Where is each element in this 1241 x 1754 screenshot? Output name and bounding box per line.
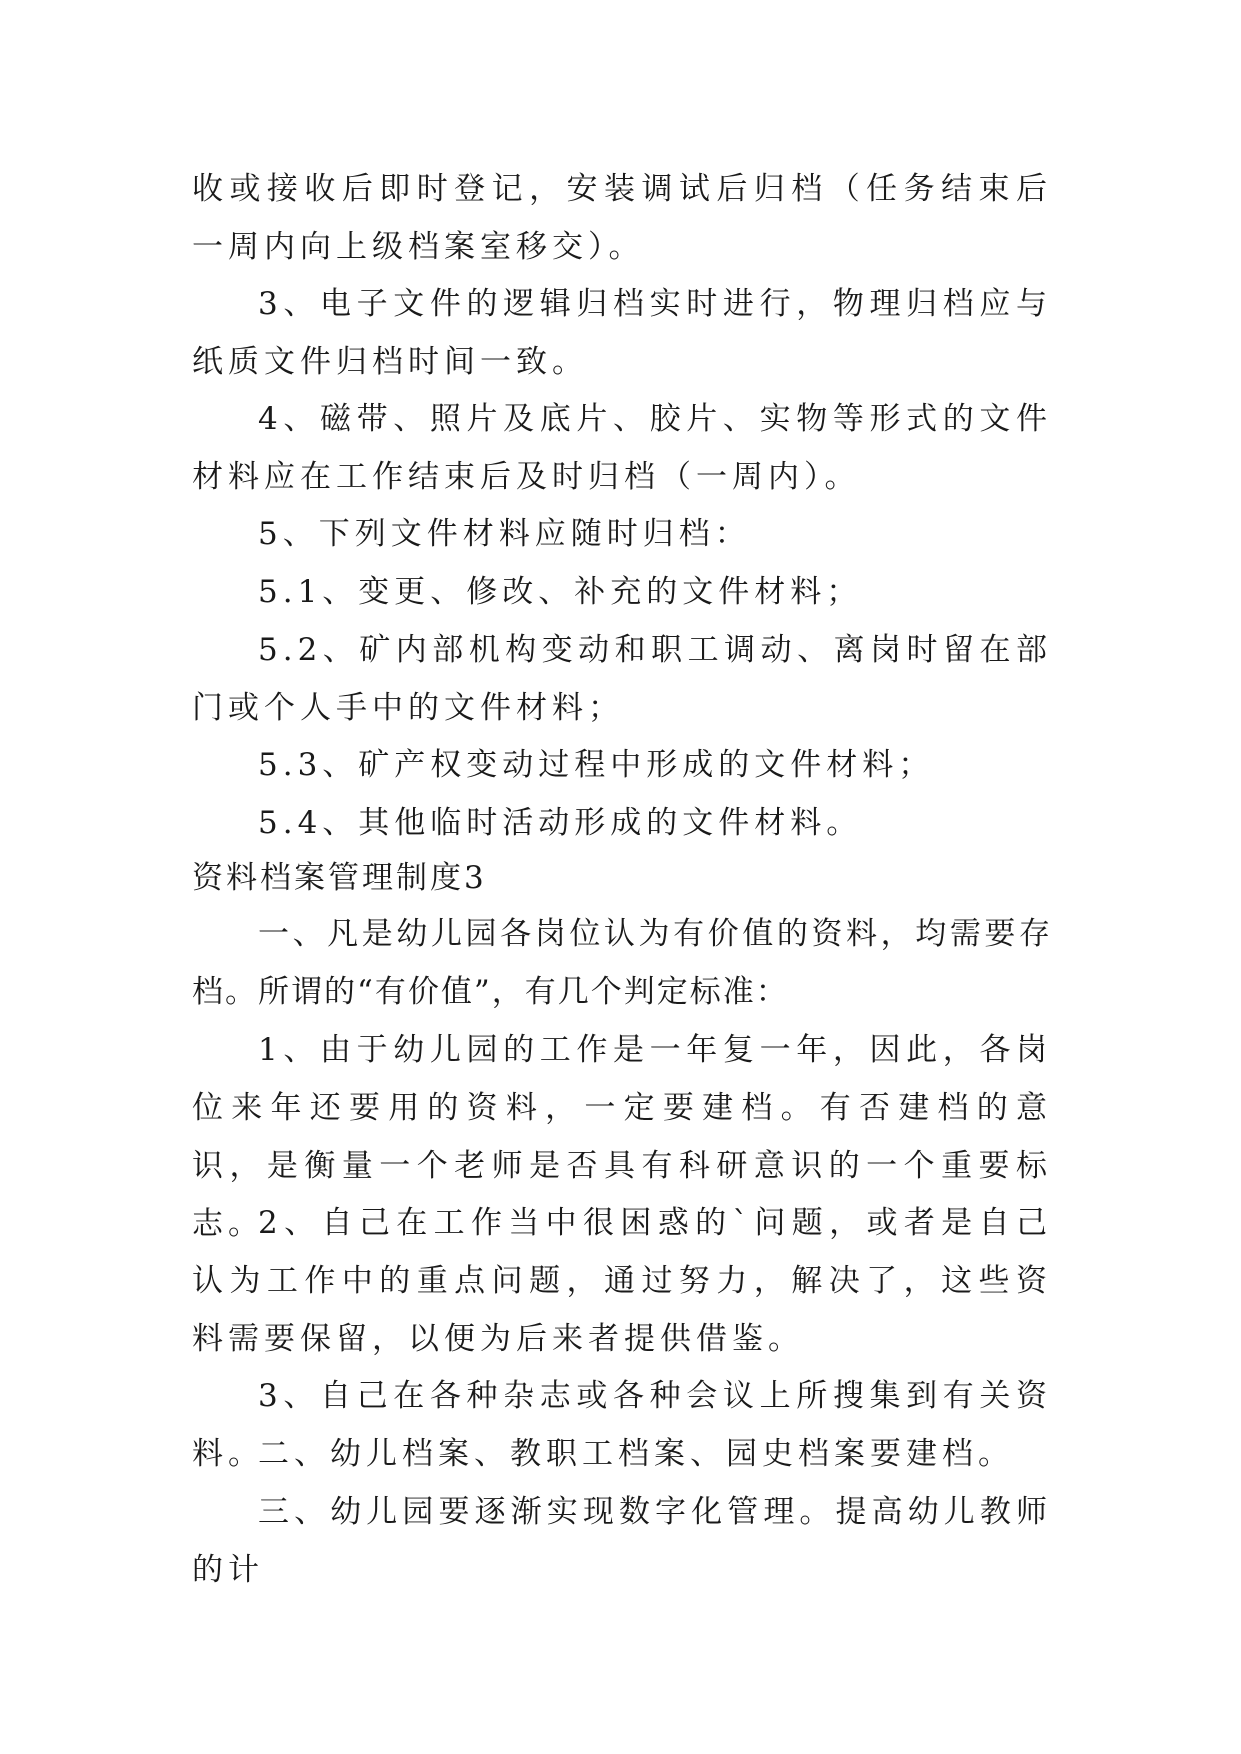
paragraph-criteria-1: 1、由于幼儿园的工作是一年复一年，因此，各岗位来年还要用的资料，一定要建档。有否建档的意识，是衡量一个老师是否具有科研意识的一个重要标志。 xyxy=(192,1032,1052,1242)
paragraph-section-2: 二、幼儿档案、教职工档案、园史档案要建档。 xyxy=(258,1436,1014,1472)
paragraph-item-5-3: 5.3、矿产权变动过程中形成的文件材料； xyxy=(258,747,935,783)
paragraph-item-4-media: 4、磁带、照片及底片、胶片、实物等形式的文件材料应在工作结束后及时归档（一周内）。 xyxy=(192,401,1052,495)
paragraph-item-5-1: 5.1、变更、修改、补充的文件材料； xyxy=(258,574,863,610)
paragraph-criteria-intro: 所谓的“有价值”，有几个判定标准： xyxy=(258,974,789,1010)
paragraph-archiving-procedure: 收或接收后即时登记，安装调试后归档（任务结束后一周内向上级档案室移交）。 xyxy=(192,171,1052,265)
paragraph-item-5-2: 5.2、矿内部机构变动和职工调动、离岗时留在部门或个人手中的文件材料； xyxy=(192,632,1052,726)
paragraph-item-5-4: 5.4、其他临时活动形成的文件材料。 xyxy=(258,805,863,841)
paragraph-item-3-electronic: 3、电子文件的逻辑归档实时进行，物理归档应与纸质文件归档时间一致。 xyxy=(192,286,1052,380)
section-heading: 资料档案管理制度3 xyxy=(192,860,487,896)
paragraph-criteria-3: 3、自己在各种杂志或各种会议上所搜集到有关资料。 xyxy=(192,1378,1052,1472)
paragraph-criteria-2: 2、自己在工作当中很困惑的`问题，或者是自己认为工作中的重点问题，通过努力，解决了，这些资料需要保留，以便为后来者提供借鉴。 xyxy=(192,1205,1052,1357)
paragraph-item-5: 5、下列文件材料应随时归档： xyxy=(258,516,751,552)
paragraph-section-1: 一、凡是幼儿园各岗位认为有价值的资料，均需要存档。 xyxy=(192,916,1052,1010)
paragraph-section-3: 三、幼儿园要逐渐实现数字化管理。提高幼儿教师的计 xyxy=(192,1494,1052,1588)
